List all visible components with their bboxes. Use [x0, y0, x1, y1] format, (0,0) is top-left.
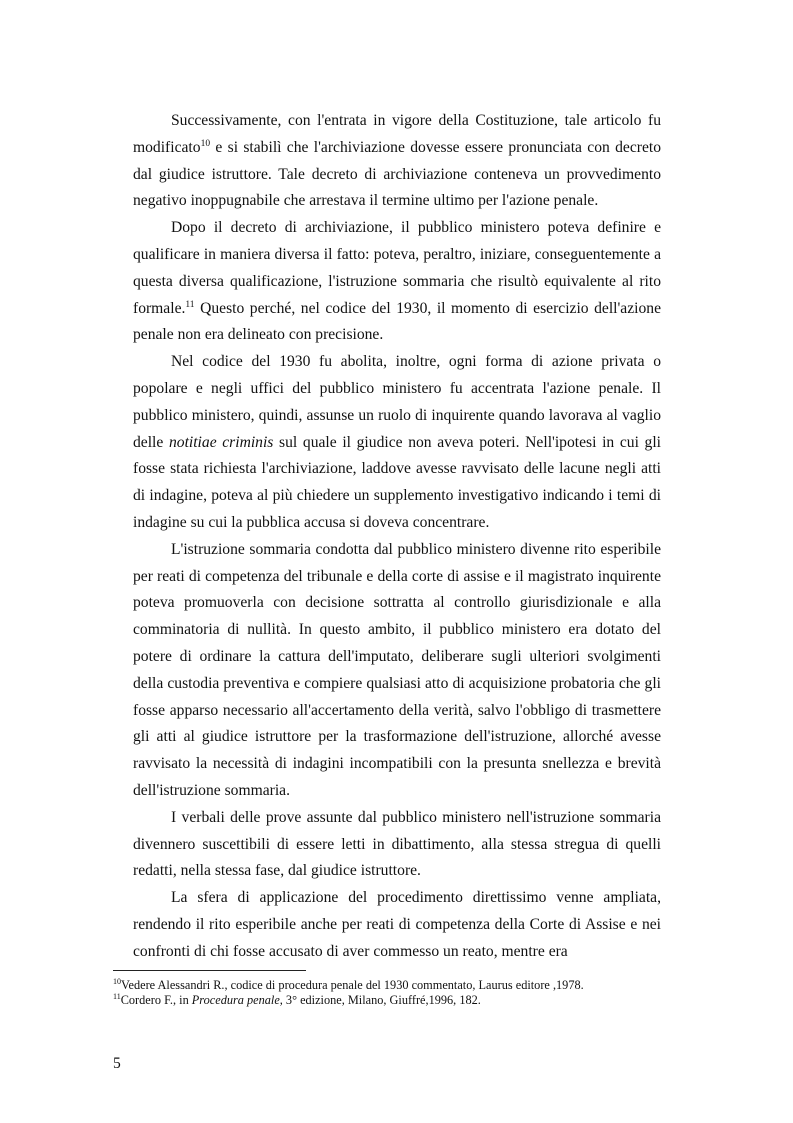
body-text: [133, 108, 661, 966]
paragraph-6: La sfera di applicazione del procedimento direttissimo venne ampliata, rendendo il rito esperibile anche per reati di competenza della Corte di Assise e nei confronti di chi fosse accusato di aver commesso un reato, mentre era: [133, 889, 661, 960]
footnote-number: 11: [113, 991, 121, 1001]
paragraph-text: Successivamente, con l'entrata in vigore della Costituzione, tale articolo fu modificato: [133, 112, 661, 156]
paragraph-text: Questo perché, nel codice del 1930, il momento di esercizio dell'azione penale non era delineato con precisione.: [133, 299, 661, 344]
italic-term: notitiae criminis: [168, 433, 274, 451]
footnote-text: 3° edizione, Milano, Giuffré,1996, 182.: [282, 993, 481, 1007]
footnote-number: 10: [113, 976, 121, 986]
footnote-text: Cordero F., in: [120, 993, 192, 1007]
paragraph-3: [133, 349, 661, 537]
paragraph-2: [133, 215, 661, 349]
paragraph-text: Dopo il decreto di archiviazione, il pubblico ministero poteva definire e qualificare in maniera diversa il fatto: poteva, peraltro, iniziare, conseguentemente a questa diversa qualificazione, l'istruzione sommaria che risultò equivalente al rito formale.: [133, 219, 661, 317]
paragraph-text: Nel codice del 1930 fu abolita, inoltre, ogni forma di azione privata o popolare e negli uffici del pubblico ministero fu accentrata l'azione penale. Il pubblico ministero, quindi, assunse un ruolo di inquirente quando lavorava al vaglio delle: [133, 353, 661, 451]
footnote-ref-11: 11: [185, 299, 195, 310]
footnote-ref-10: 10: [200, 138, 211, 149]
footnote-divider: [113, 970, 306, 971]
footnote-italic-title: Procedura penale,: [191, 993, 283, 1007]
paragraph-text: sul quale il giudice non aveva poteri. Nell'ipotesi in cui gli fosse stata richiesta l'archiviazione, laddove avesse ravvisato delle lacune negli atti di indagine, poteva al più chiedere un supplemento investigativo indicando i temi di indagine su cui la pubblica accusa si doveva concentrare.: [133, 433, 662, 531]
footnote-11: [113, 993, 673, 1008]
footnotes: [113, 978, 673, 1008]
footnote-text: Vedere Alessandri R., codice di procedura penale del 1930 commentato, Laurus editore ,1978.: [121, 978, 584, 992]
paragraph-text: e si stabilì che l'archiviazione dovesse essere pronunciata con decreto dal giudice istruttore. Tale decreto di archiviazione conteneva un provvedimento negativo inoppugnabile che arrestava il termine ultimo per l'azione penale.: [133, 138, 661, 210]
paragraph-1: [133, 108, 661, 215]
paragraph-5: I verbali delle prove assunte dal pubblico ministero nell'istruzione sommaria divennero suscettibili di essere letti in dibattimento, alla stessa stregua di quelli redatti, nella stessa fase, dal giudice istruttore.: [133, 808, 661, 880]
page-number: 5: [113, 1055, 121, 1072]
paragraph-4: L'istruzione sommaria condotta dal pubblico ministero divenne rito esperibile per reati di competenza del tribunale e della corte di assise e il magistrato inquirente poteva promuoverla con decisione sottratta al controllo giurisdizionale e alla comminatoria di nullità. In questo ambito, il pubblico ministero era dotato del potere di ordinare la cattura dell'imputato, deliberare sugli ulteriori svolgimenti della custodia preventiva e compiere qualsiasi atto di acquisizione probatoria che gli fosse apparso necessario all'accertamento della verità, salvo l'obbligo di trasmettere gli atti al giudice istruttore per la trasformazione dell'istruzione, allorché avesse ravvisato la necessità di indagini incompatibili con la presunta snellezza e brevità dell'istruzione sommaria.: [133, 540, 661, 799]
footnote-10: [113, 978, 673, 993]
